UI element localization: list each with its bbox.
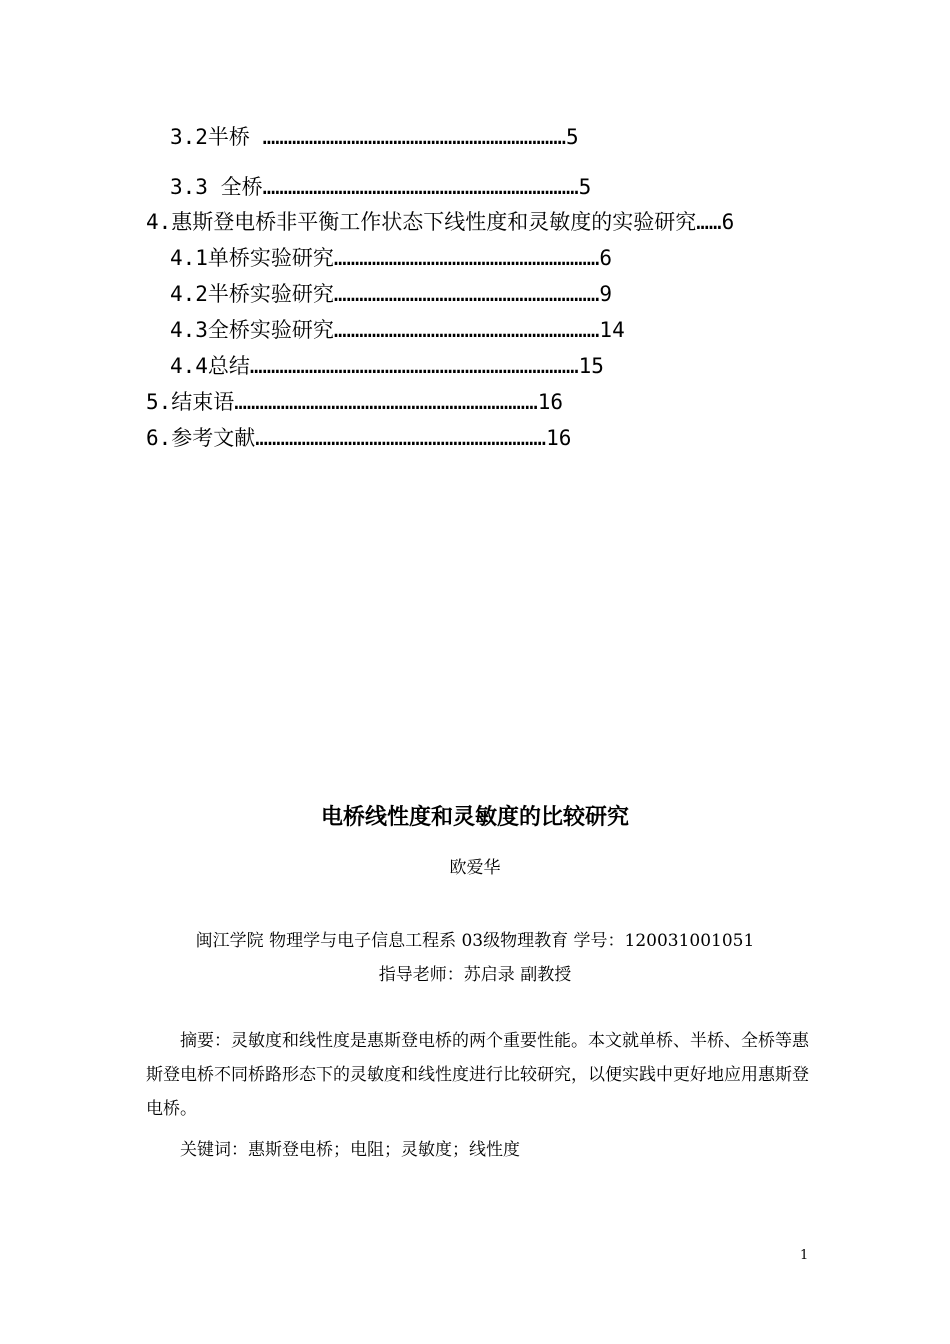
advisor-line: 指导老师：苏启录 副教授	[378, 965, 572, 985]
toc-entry-4-4: 4.4总结……………………………………………………………………15	[170, 354, 604, 378]
toc-entry-4-1: 4.1单桥实验研究………………………………………………………6	[170, 246, 613, 270]
abstract-paragraph: 摘要：灵敏度和线性度是惠斯登电桥的两个重要性能。本文就单桥、半桥、全桥等惠斯登电桥不同桥路形态下的灵敏度和线性度进行比较研究，以便实践中更好地应用惠斯登电桥。	[146, 1031, 809, 1119]
toc-entry-5: 5.结束语………………………………………………………………16	[146, 390, 564, 414]
affiliation-line: 闽江学院 物理学与电子信息工程系 03级物理教育 学号：120031001051	[195, 931, 755, 951]
paper-title: 电桥线性度和灵敏度的比较研究	[320, 805, 629, 830]
keywords-line: 关键词：惠斯登电桥；电阻；灵敏度；线性度	[180, 1140, 520, 1160]
toc-entry-4: 4.惠斯登电桥非平衡工作状态下线性度和灵敏度的实验研究……6	[146, 210, 735, 234]
toc-entry-3-2: 3.2半桥 ………………………………………………………………5	[170, 125, 579, 149]
page-number: 1	[800, 1248, 809, 1263]
toc-entry-4-3: 4.3全桥实验研究………………………………………………………14	[170, 318, 625, 342]
toc-entry-4-2: 4.2半桥实验研究………………………………………………………9	[170, 282, 613, 306]
author-name: 欧爱华	[449, 858, 501, 878]
toc-entry-6: 6.参考文献……………………………………………………………16	[146, 426, 572, 450]
toc-entry-3-3: 3.3 全桥…………………………………………………………………5	[170, 175, 592, 199]
